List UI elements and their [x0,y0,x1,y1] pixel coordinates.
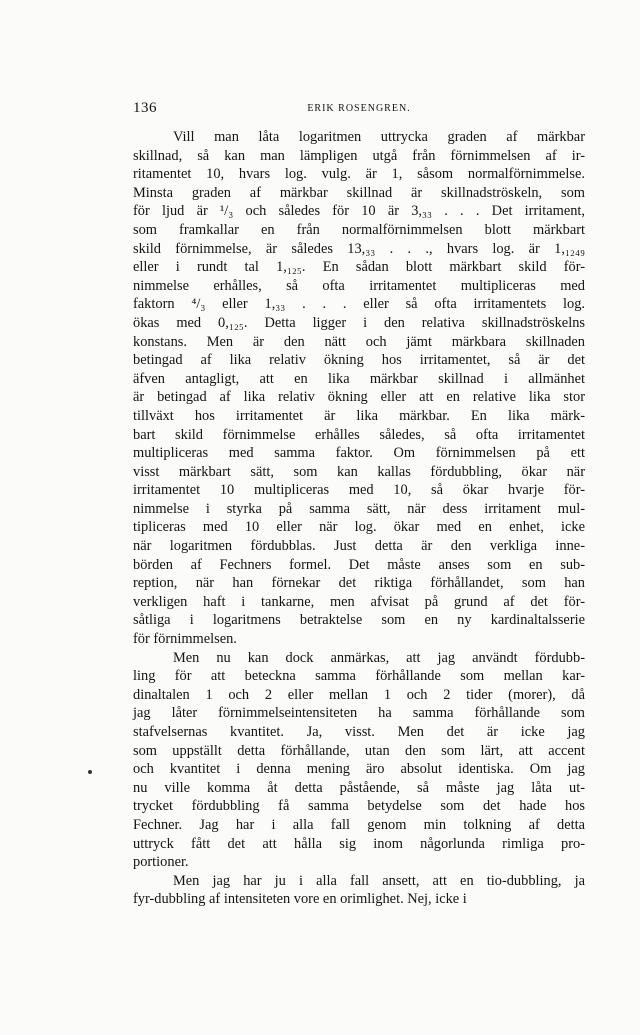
margin-mark [88,770,92,774]
text-line: tipliceras med 10 eller när log. ökar med en enhet, icke [133,519,585,536]
text-line: nimmelse erhålles, så ofta irritamentet multipliceras med [133,277,585,294]
body-text [133,128,585,909]
text-line: när logaritmen fördubblas. Just detta är den verkliga inne- [133,538,585,555]
paragraph [133,128,585,649]
text-line: ritamentet 10, hvars log. vulg. är 1, såsom normalförnimmelse. [133,166,585,183]
text-line: portioner. [133,854,189,871]
text-line: reption, när han förnekar det riktiga förhållandet, som han [133,575,585,592]
text-line: nimmelse i styrka på samma sätt, när dess irritament mul- [133,500,585,517]
text-line: ökas med 0,₁₂₅. Detta ligger i den relativa skillnadströskelns [133,314,585,331]
text-line: Men nu kan dock anmärkas, att jag användt fördubb- [173,649,585,666]
text-line: jag låter förnimmelseintensiteten ha samma förhållande som [133,705,585,722]
text-line: verkligen haft i tankarne, men afvisat på grund af det för- [133,593,585,610]
text-line: multipliceras med samma faktor. Om förnimmelsen på ett [133,445,585,462]
text-line: fyr-dubbling af intensiteten vore en orimlighet. Nej, icke i [133,891,467,908]
text-line: ling för att beteckna samma förhållande som mellan kar- [133,668,585,685]
text-line: stafvelsernas kvantitet. Ja, visst. Men det är icke jag [133,724,585,740]
text-line: konstans. Men är den nätt och jämt märkbara skillnaden [133,333,585,350]
text-line: visst märkbart sätt, som kan kallas fördubbling, ökar när [133,463,585,480]
text-line: börden af Fechners formel. Det måste anses som en sub- [133,556,585,573]
text-line: tillväxt hos irritamentet är lika märkbar. En lika märk- [133,407,585,424]
text-line: skild förnimmelse, är således 13,₃₃ . . ., hvars log. är 1,₁₂₄₉ [133,240,585,257]
paragraph [133,872,585,909]
text-line: skillnad, så kan man lämpligen utgå från förnimmelsen af ir- [133,147,585,164]
text-line: såtliga i logaritmens betraktelse som en ny kardinaltalsserie [133,612,585,629]
text-line: bart skild förnimmelse erhålles således, så ofta irritamentet [133,426,585,443]
paragraph [133,649,585,872]
text-line: som uppställt detta förhållande, utan den som lärt, att accent [133,742,585,759]
text-line: faktorn ⁴/₃ eller 1,₃₃ . . . eller så ofta irritamentets log. [133,296,585,313]
text-line: irritamentet 10 multipliceras med 10, så ökar hvarje för- [133,482,585,499]
text-line: Vill man låta logaritmen uttrycka graden af märkbar [173,129,585,145]
text-line: Fechner. Jag har i alla fall genom min tolkning af detta [133,816,585,833]
text-line: som framkallar en från normalförnimmelsen blott märkbart [133,221,585,238]
text-line: Men jag har ju i alla fall ansett, att en tio-dubbling, ja [173,872,585,889]
text-line: trycket fördubbling få samma betydelse som det hade hos [133,798,585,815]
text-line: och kvantitet i denna mening äro absolut identiska. Om jag [133,761,585,778]
text-line: Minsta graden af märkbar skillnad är skillnadströskeln, som [133,184,585,201]
text-line: för ljud är ¹/₃ och således för 10 är 3,₃₃ . . . Det irritament, [133,203,585,220]
running-head: ERIK ROSENGREN. [307,103,411,114]
text-line: för förnimmelsen. [133,631,237,648]
page-header [133,100,585,118]
text-line: äfven antagligt, att en lika märkbar skillnad i allmänhet [133,370,585,387]
text-line: betingad af lika relativ ökning hos irritamentet, så är det [133,352,585,369]
text-line: nu ville komma åt detta påstående, så måste jag låta ut- [133,779,585,796]
text-line: är betingad af lika relativ ökning eller att en relative lika stor [133,389,585,406]
page-number: 136 [133,100,157,116]
text-line: dinaltalen 1 och 2 eller mellan 1 och 2 tider (morer), då [133,686,585,703]
text-line: eller i rundt tal 1,₁₂₅. En sådan blott märkbart skild för- [133,259,585,276]
text-line: uttryck fått det att hålla sig inom någorlunda rimliga pro- [133,835,585,852]
